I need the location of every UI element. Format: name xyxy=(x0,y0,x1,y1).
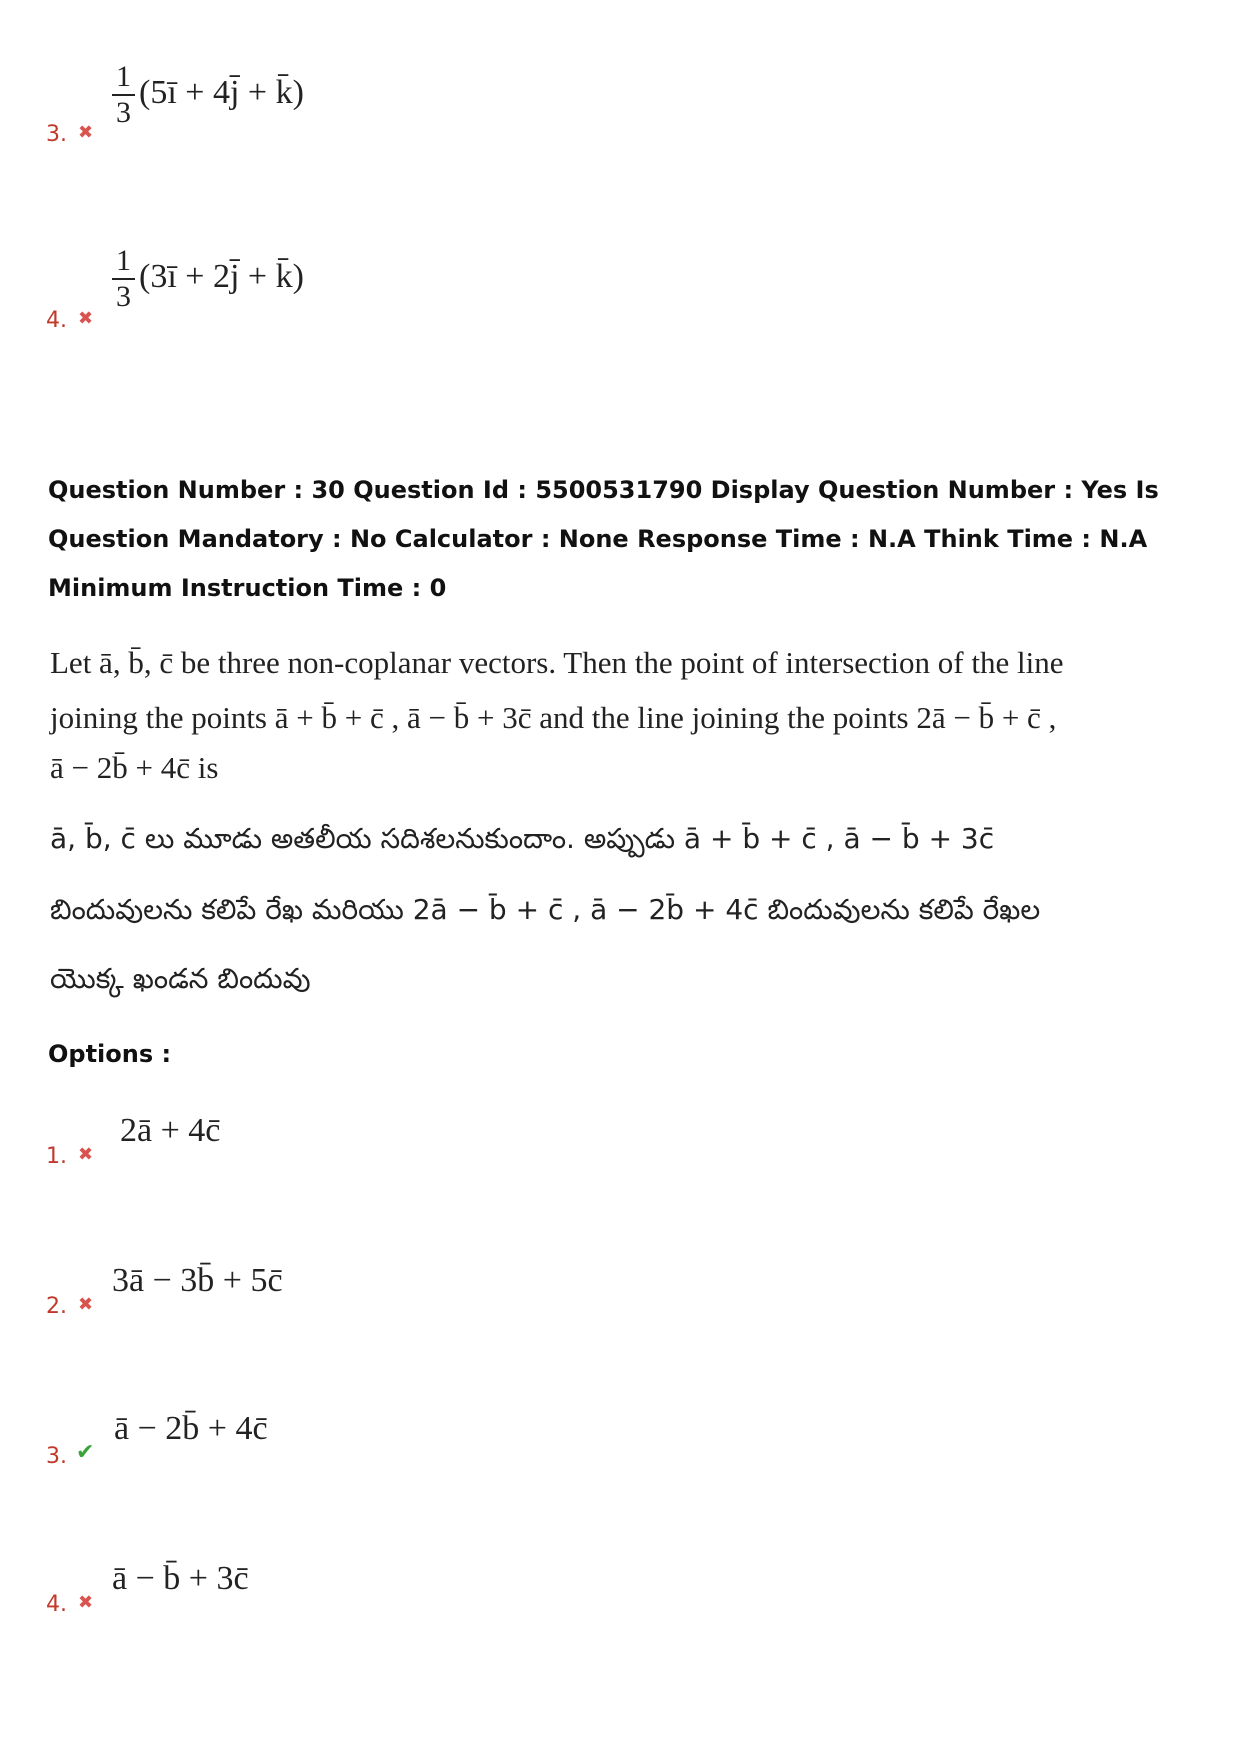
question-meta: Question Number : 30 Question Id : 5500531790 Display Question Number : Yes Is Question Mandatory : No Calculator : None Response Time : N.A Think Time : N.A Minimum Instruction Time : 0 xyxy=(48,476,1159,602)
option-4 xyxy=(46,1558,446,1638)
option-4-number: 4. xyxy=(46,1592,67,1617)
check-icon: ✔ xyxy=(76,1440,95,1465)
cross-icon: ✖ xyxy=(78,122,94,143)
prev-option-3-expr: (5ī + 4j̄ + k̄) xyxy=(139,73,304,111)
fraction: $\frac{1}{3}$ xyxy=(112,244,135,314)
fraction: $\frac{1}{3}$ xyxy=(112,60,135,130)
question-text-en-2: joining the points ā + b̄ + c̄ , ā − b̄ + 3c̄ and the line joining the points 2ā − b̄ + c̄ , xyxy=(50,700,1057,735)
option-3-number: 3. xyxy=(46,1444,67,1469)
prev-option-3-expression xyxy=(112,60,304,130)
question-text-en-3: ā − 2b̄ + 4c̄ is xyxy=(50,750,219,785)
option-2-expression: 3ā − 3b̄ + 5c̄ xyxy=(112,1262,283,1299)
question-text-te-2: బిందువులను కలిపే రేఖ మరియు 2ā − b̄ + c̄ , ā − 2b̄ + 4c̄ బిందువులను కలిపే రేఖల xyxy=(50,893,1041,926)
option-2 xyxy=(46,1260,446,1340)
option-1-expression: 2ā + 4c̄ xyxy=(120,1112,221,1149)
prev-option-3-number: 3. xyxy=(46,122,67,147)
question-text-en-1: Let ā, b̄, c̄ be three non-coplanar vectors. Then the point of intersection of the line xyxy=(50,645,1064,680)
cross-icon: ✖ xyxy=(78,1294,94,1315)
option-4-expression: ā − b̄ + 3c̄ xyxy=(112,1560,249,1597)
option-1-number: 1. xyxy=(46,1144,67,1169)
cross-icon: ✖ xyxy=(78,1592,94,1613)
option-1 xyxy=(46,1110,446,1190)
prev-option-4-expression xyxy=(112,244,304,314)
cross-icon: ✖ xyxy=(78,308,94,329)
prev-option-4 xyxy=(46,244,446,344)
prev-option-4-expr: (3ī + 2j̄ + k̄) xyxy=(139,257,304,295)
options-label: Options : xyxy=(48,1040,172,1068)
prev-option-3 xyxy=(46,60,446,160)
question-text-te-3: యొక్క ఖండన బిందువు xyxy=(50,962,311,995)
question-text-te-1: ā, b̄, c̄ లు మూడు అతలీయ సదిశలనుకుందాం. అప్పుడు ā + b̄ + c̄ , ā − b̄ + 3c̄ xyxy=(50,822,995,855)
option-3 xyxy=(46,1408,446,1488)
prev-option-4-number: 4. xyxy=(46,308,67,333)
option-2-number: 2. xyxy=(46,1294,67,1319)
cross-icon: ✖ xyxy=(78,1144,94,1165)
option-3-expression: ā − 2b̄ + 4c̄ xyxy=(114,1410,268,1447)
